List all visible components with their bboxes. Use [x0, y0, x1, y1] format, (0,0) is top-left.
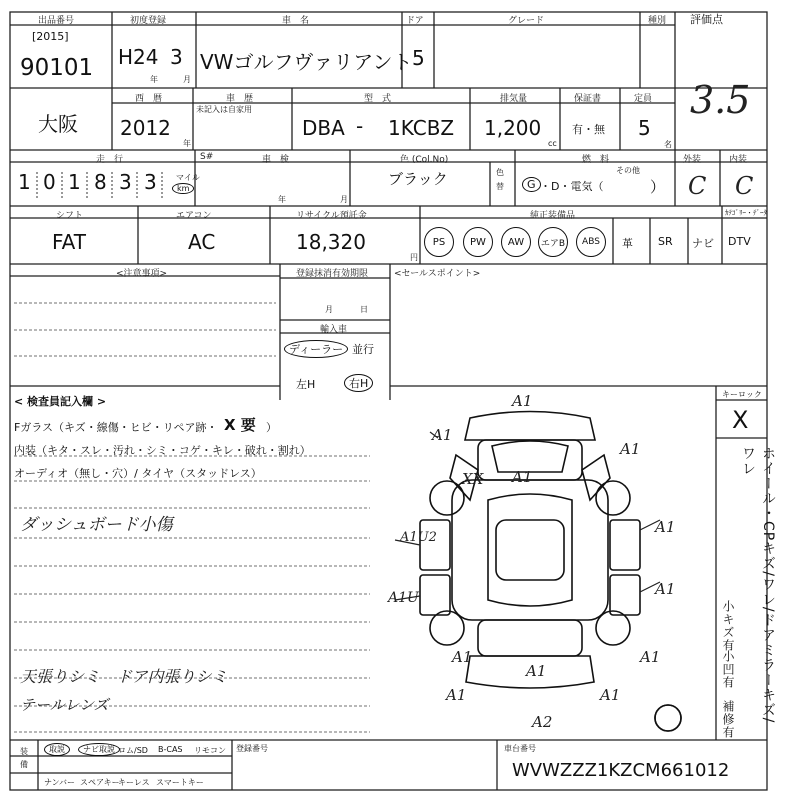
handwritten-note-tail: テールレンズ: [20, 696, 109, 714]
equip-pw: PW: [463, 227, 493, 257]
shareki-note: 未記入は自家用: [196, 105, 252, 114]
mark-trunk: A1: [526, 662, 547, 680]
side-legend-main: ホイール・CPキズ/ワレ/ドアミラーキズ/ワレ: [740, 446, 776, 724]
mark-rear-right: A1: [640, 648, 661, 666]
shaken-tsuki: 月: [340, 195, 348, 204]
mile-label: マイル: [176, 173, 200, 182]
left-hand-drive: 左H: [296, 378, 316, 391]
mark-rear-bumper: A2: [532, 713, 553, 731]
lot-no-label: 出品番号: [38, 16, 75, 26]
side-legend-small-dent: 小凹有: [721, 650, 735, 689]
import-parallel: 並行: [352, 343, 374, 356]
cc-mark: cc: [548, 139, 557, 148]
equip-dtv: DTV: [728, 235, 751, 248]
teiin-value: 5: [638, 116, 651, 140]
car-name: VWゴルフヴァリアント: [200, 50, 413, 74]
color-value: ブラック: [388, 170, 448, 188]
exterior-grade: C: [688, 172, 707, 200]
grade-label: グレード: [508, 16, 545, 26]
masshou-hi: 日: [360, 305, 368, 314]
mark-left-door-front: A1U2: [400, 530, 437, 545]
door-label: ドア: [406, 16, 424, 26]
mark-front-right: A1: [620, 440, 641, 458]
fuel-close: ）: [650, 178, 666, 196]
masshou-label: 登録抹消有効期限: [296, 269, 369, 279]
import-dealer: ディーラー: [284, 340, 348, 358]
mileage-digit-6: 3: [144, 170, 157, 194]
yen-mark: 円: [410, 253, 418, 262]
hosho-value: 有・無: [572, 123, 605, 136]
mark-right-door-front: A1: [655, 518, 676, 536]
windshield-close: ）: [266, 421, 277, 434]
score-label: 評価点: [690, 13, 723, 26]
katashiki-b: 1KCBZ: [388, 116, 455, 140]
aircon-label: エアコン: [176, 211, 212, 221]
interior-grade: C: [735, 172, 754, 200]
fuel-gasoline: G: [522, 177, 541, 192]
shaken-nen: 年: [278, 195, 286, 204]
footer-bcas: B-CAS: [158, 745, 183, 754]
nen-mark-2: 年: [183, 139, 191, 148]
mileage-digit-3: 1: [68, 170, 81, 194]
footer-rom-sd: ロム/SD: [118, 746, 148, 755]
masshou-tsuki: 月: [325, 305, 333, 314]
handwritten-note-ceiling: 天張りシミ ドア内張りシミ: [20, 667, 228, 686]
km-label: km: [172, 183, 194, 194]
first-reg-era: H24: [118, 45, 159, 69]
iro-gae: 色替: [496, 168, 504, 191]
mark-rear-bumper-left: A1: [446, 686, 467, 704]
fuel-label: 燃 料: [582, 155, 610, 165]
exterior-label: 外装: [683, 155, 702, 165]
equip-label: 純正装備品: [530, 211, 576, 221]
mileage-digit-4: 8: [94, 170, 107, 194]
lot-number: 90101: [20, 55, 94, 81]
car-name-label: 車 名: [282, 16, 310, 26]
equip-abs: ABS: [576, 227, 606, 257]
equip-ps: PS: [424, 227, 454, 257]
equip-leather: 革: [622, 237, 633, 250]
nen-mark: 年: [150, 75, 158, 84]
shareki-label: 車 歴: [226, 94, 254, 104]
footer-navi-manual: ナビ取説: [78, 743, 120, 756]
category-label: ｶﾃｺﾞﾘｰ・ﾃﾞｰﾀ: [725, 209, 767, 217]
keylock-label: キーロック: [722, 390, 762, 399]
recycle-value: 18,320: [296, 230, 366, 254]
tsuki-mark: 月: [183, 75, 191, 84]
equipment-label: 装備: [20, 747, 28, 769]
side-legend-repaired: 補修有: [721, 700, 735, 739]
katashiki-label: 型 式: [364, 94, 392, 104]
side-legend-small-scratch: 小キズ有: [721, 600, 735, 652]
equip-navi: ナビ: [692, 237, 714, 250]
notes-label: <注意事項>: [116, 269, 168, 279]
mileage-label: 走 行: [96, 155, 124, 165]
seireki-value: 2012: [120, 116, 171, 140]
windshield-line: Fガラス（キズ・線傷・ヒビ・リペア跡・: [14, 421, 218, 434]
audio-tire-line: オーディオ（無し・穴）/ タイヤ（スタッドレス）: [14, 467, 262, 480]
right-hand-drive: 右H: [344, 374, 373, 392]
import-label: 輸入車: [320, 325, 348, 335]
windshield-replace: X 要: [224, 416, 256, 434]
mark-left-door-rear: A1U: [388, 590, 419, 606]
kind-label: 種別: [648, 16, 667, 26]
year-tag: [2015]: [32, 30, 69, 43]
score-value: 3.5: [690, 78, 751, 122]
katashiki-a: DBA: [302, 116, 345, 140]
inspector-title: < 検査員記入欄 >: [14, 395, 107, 408]
hosho-label: 保証書: [574, 94, 602, 104]
haiki-label: 排気量: [500, 94, 528, 104]
mark-rear-bumper-right: A1: [600, 686, 621, 704]
footer-spare-key: スペアキー: [80, 778, 120, 787]
shift-value: FAT: [52, 230, 87, 254]
mileage-digit-2: 0: [43, 170, 56, 194]
footer-plate: ナンバー: [44, 778, 76, 787]
color-label: 色 (Col.No): [400, 155, 449, 165]
mark-rear-left: A1: [452, 648, 473, 666]
equip-aw: AW: [501, 227, 531, 257]
footer-smart-key: スマートキー: [156, 778, 204, 787]
vin-value: WVWZZZ1KZCM661012: [512, 760, 730, 781]
seireki-label: 西 暦: [135, 94, 163, 104]
vin-label: 車台番号: [504, 744, 536, 753]
mark-windshield: XX: [462, 470, 484, 488]
reg-no-label: 登録番号: [236, 744, 268, 753]
mark-hood: A1: [512, 468, 533, 486]
interior-label: 内装: [729, 155, 748, 165]
katashiki-dash: -: [356, 114, 364, 138]
car-diagram: [420, 412, 681, 732]
interior-condition-line: 内装（キタ・スレ・汚れ・シミ・コゲ・キレ・破れ・割れ）: [14, 444, 311, 457]
shift-label: シフト: [56, 211, 84, 221]
haiki-value: 1,200: [484, 116, 542, 140]
handwritten-note-dash: ダッシュボード小傷: [20, 515, 173, 535]
teiin-label: 定員: [634, 94, 653, 104]
mark-front-left: A1: [432, 426, 453, 444]
equip-airbag: エアB: [538, 227, 568, 257]
footer-manual: 取説: [44, 743, 70, 756]
aircon-value: AC: [188, 230, 216, 254]
mei-mark: 名: [664, 140, 672, 149]
first-reg-month: 3: [170, 45, 183, 69]
keylock-value: X: [732, 406, 749, 434]
footer-remote: リモコン: [194, 746, 226, 755]
mileage-digit-1: 1: [18, 170, 31, 194]
mark-right-door-rear: A1: [655, 580, 676, 598]
fuel-options: ・D・電気（: [540, 180, 604, 193]
recycle-label: リサイクル預託金: [296, 211, 367, 221]
shaken-label: 車 検: [262, 155, 290, 165]
equip-sunroof: SR: [658, 235, 673, 248]
sfu-label: S#: [200, 152, 214, 162]
mark-roof-front: A1: [512, 392, 533, 410]
first-reg-label: 初度登録: [130, 16, 167, 26]
sales-point-label: <セールスポイント>: [394, 269, 481, 279]
footer-keyless: キーレス: [118, 778, 150, 787]
door-count: 5: [412, 46, 425, 70]
region: 大阪: [38, 112, 78, 136]
mileage-digit-5: 3: [119, 170, 132, 194]
fuel-other: その他: [616, 166, 640, 175]
